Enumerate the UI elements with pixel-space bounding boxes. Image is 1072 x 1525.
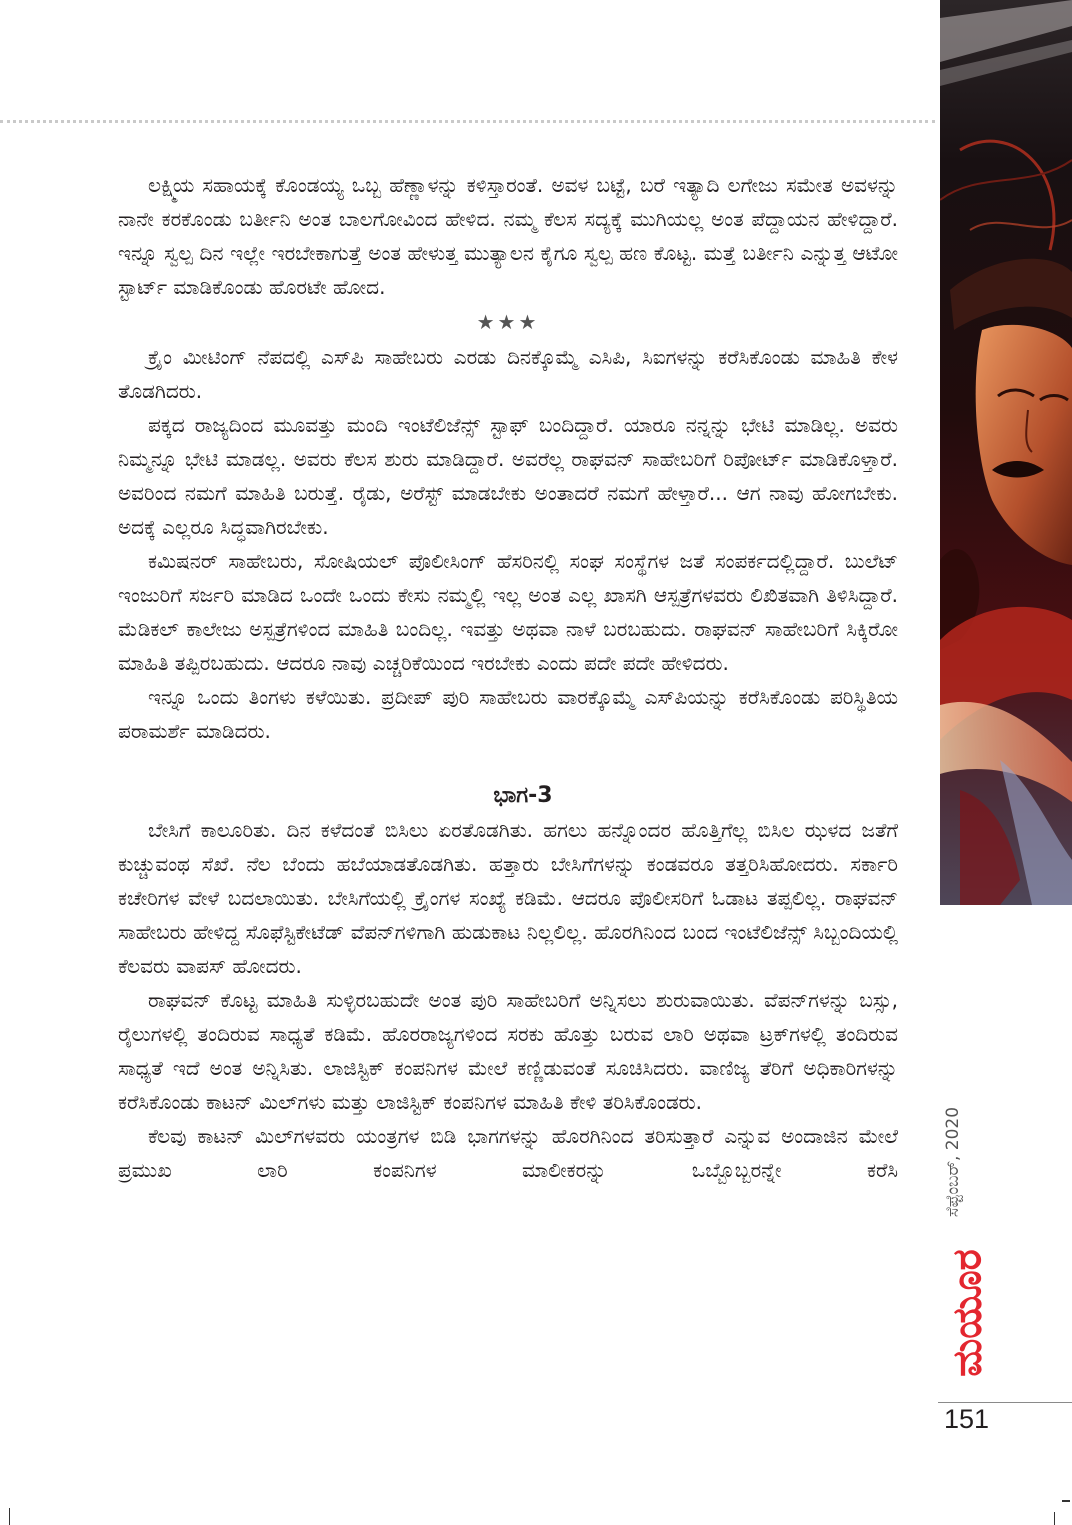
section-separator: ★★★ [476,310,540,334]
article-body [118,168,898,1392]
paragraph: ಪಕ್ಕದ ರಾಜ್ಯದಿಂದ ಮೂವತ್ತು ಮಂದಿ ಇಂಟೆಲಿಜೆನ್ಸ್ ಸ್ಟಾಫ್ ಬಂದಿದ್ದಾರೆ. ಯಾರೂ ನನ್ನನ್ನು ಭೇಟಿ ಮಾಡಿಲ್ಲ. ಅವರು ನಿಮ್ಮನ್ನೂ ಭೇಟಿ ಮಾಡಲ್ಲ. ಅವರು ಕೆಲಸ ಶುರು ಮಾಡಿದ್ದಾರೆ. ಅವರೆಲ್ಲ ರಾಘವನ್ ಸಾಹೇಬರಿಗೆ ರಿಪೋರ್ಟ್ ಮಾಡಿಕೊಳ್ತಾರೆ. ಅವರಿಂದ ನಮಗೆ ಮಾಹಿತಿ ಬರುತ್ತೆ. ರೈಡು, ಅರೆಸ್ಟ್ ಮಾಡಬೇಕು ಅಂತಾದರೆ ನಮಗೆ ಹೇಳ್ತಾರೆ... ಆಗ ನಾವು ಹೋಗಬೇಕು. ಅದಕ್ಕೆ ಎಲ್ಲರೂ ಸಿದ್ಧವಾಗಿರಬೇಕು. [118,413,898,539]
crop-mark [1062,1500,1070,1502]
part-heading: ಭಾಗ-3 [493,783,553,808]
paragraph: ಕೆಲವು ಕಾಟನ್ ಮಿಲ್‌ಗಳವರು ಯಂತ್ರಗಳ ಬಿಡಿ ಭಾಗಗಳನ್ನು ಹೊರಗಿನಿಂದ ತರಿಸುತ್ತಾರೆ ಎನ್ನುವ ಅಂದಾಜಿನ ಮೇಲೆ ಪ್ರಮುಖ ಲಾರಿ ಕಂಪನಿಗಳ ಮಾಲೀಕರನ್ನು ಒಬ್ಬೊಬ್ಬರನ್ನೇ ಕರೆಸಿ [118,1124,898,1182]
dotted-header-rule [0,120,935,123]
cover-artwork [940,0,1072,905]
paragraph: ಲಕ್ಷ್ಮಿಯ ಸಹಾಯಕ್ಕೆ ಕೊಂಡಯ್ಯ ಒಬ್ಬ ಹೆಣ್ಣಾಳನ್ನು ಕಳಿಸ್ತಾರಂತೆ. ಅವಳ ಬಟ್ಟೆ, ಬರೆ ಇತ್ಯಾದಿ ಲಗೇಜು ಸಮೇತ ಅವಳನ್ನು ನಾನೇ ಕರಕೊಂಡು ಬರ್ತೀನಿ ಅಂತ ಬಾಲಗೋವಿಂದ ಹೇಳಿದ. ನಮ್ಮ ಕೆಲಸ ಸದ್ಯಕ್ಕೆ ಮುಗಿಯಲ್ಲ ಅಂತ ಪೆದ್ದಾಯನ ಹೇಳಿದ್ದಾರೆ. ಇನ್ನೂ ಸ್ವಲ್ಪ ದಿನ ಇಲ್ಲೇ ಇರಬೇಕಾಗುತ್ತೆ ಅಂತ ಹೇಳುತ್ತ ಮುತ್ಯಾಲನ ಕೈಗೂ ಸ್ವಲ್ಪ ಹಣ ಕೊಟ್ಟ. ಮತ್ತೆ ಬರ್ತೀನಿ ಎನ್ನುತ್ತ ಆಟೋ ಸ್ಟಾರ್ಟ್ ಮಾಡಿಕೊಂಡು ಹೊರಟೇ ಹೋದ. [118,173,898,299]
crop-mark [1054,1512,1055,1525]
issue-date: ಸೆಪ್ಟೆಂಬರ್, 2020 [943,1106,963,1218]
magazine-logo: ಮಯೂರ [944,1249,991,1377]
paragraph: ಕಮಿಷನರ್ ಸಾಹೇಬರು, ಸೋಷಿಯಲ್ ಪೊಲೀಸಿಂಗ್ ಹೆಸರಿನಲ್ಲಿ ಸಂಘ ಸಂಸ್ಥೆಗಳ ಜತೆ ಸಂಪರ್ಕದಲ್ಲಿದ್ದಾರೆ. ಬುಲೆಟ್ ಇಂಜುರಿಗೆ ಸರ್ಜರಿ ಮಾಡಿದ ಒಂದೇ ಒಂದು ಕೇಸು ನಮ್ಮಲ್ಲಿ ಇಲ್ಲ ಅಂತ ಎಲ್ಲ ಖಾಸಗಿ ಆಸ್ಪತ್ರೆಗಳವರು ಲಿಖಿತವಾಗಿ ತಿಳಿಸಿದ್ದಾರೆ. ಮೆಡಿಕಲ್ ಕಾಲೇಜು ಅಸ್ಪತ್ರೆಗಳಿಂದ ಮಾಹಿತಿ ಬಂದಿಲ್ಲ. ಇವತ್ತು ಅಥವಾ ನಾಳೆ ಬರಬಹುದು. ರಾಘವನ್ ಸಾಹೇಬರಿಗೆ ಸಿಕ್ಕಿರೋ ಮಾಹಿತಿ ತಪ್ಪಿರಬಹುದು. ಆದರೂ ನಾವು ಎಚ್ಚರಿಕೆಯಿಂದ ಇರಬೇಕು ಎಂದು ಪದೇ ಪದೇ ಹೇಳಿದರು. [118,549,898,675]
page-number: 151 [944,1404,990,1434]
paragraph: ಇನ್ನೂ ಒಂದು ತಿಂಗಳು ಕಳೆಯಿತು. ಪ್ರದೀಪ್ ಪುರಿ ಸಾಹೇಬರು ವಾರಕ್ಕೊಮ್ಮೆ ಎಸ್‌ಪಿಯನ್ನು ಕರೆಸಿಕೊಂಡು ಪರಿಸ್ಥಿತಿಯ ಪರಾಮರ್ಶೆ ಮಾಡಿದರು. [118,685,898,743]
paragraph: ರಾಘವನ್ ಕೊಟ್ಟ ಮಾಹಿತಿ ಸುಳ್ಳಿರಬಹುದೇ ಅಂತ ಪುರಿ ಸಾಹೇಬರಿಗೆ ಅನ್ನಿಸಲು ಶುರುವಾಯಿತು. ವೆಪನ್‌ಗಳನ್ನು ಬಸ್ಸು, ರೈಲುಗಳಲ್ಲಿ ತಂದಿರುವ ಸಾಧ್ಯತೆ ಕಡಿಮೆ. ಹೊರರಾಜ್ಯಗಳಿಂದ ಸರಕು ಹೊತ್ತು ಬರುವ ಲಾರಿ ಅಥವಾ ಟ್ರಕ್‌ಗಳಲ್ಲಿ ತಂದಿರುವ ಸಾಧ್ಯತೆ ಇದೆ ಅಂತ ಅನ್ನಿಸಿತು. ಲಾಜಿಸ್ಟಿಕ್ ಕಂಪನಿಗಳ ಮೇಲೆ ಕಣ್ಣಿಡುವಂತೆ ಸೂಚಿಸಿದರು. ವಾಣಿಜ್ಯ ತೆರಿಗೆ ಅಧಿಕಾರಿಗಳನ್ನು ಕರೆಸಿಕೊಂಡು ಕಾಟನ್ ಮಿಲ್‌ಗಳು ಮತ್ತು ಲಾಜಿಸ್ಟಿಕ್ ಕಂಪನಿಗಳ ಮಾಹಿತಿ ಕೇಳಿ ತರಿಸಿಕೊಂಡರು. [118,988,898,1114]
paragraph: ಬೇಸಿಗೆ ಕಾಲೂರಿತು. ದಿನ ಕಳೆದಂತೆ ಬಿಸಿಲು ಏರತೊಡಗಿತು. ಹಗಲು ಹನ್ನೊಂದರ ಹೊತ್ತಿಗೆಲ್ಲ ಬಿಸಿಲ ಝಳದ ಜತೆಗೆ ಕುಚ್ಚುವಂಥ ಸೆಖೆ. ನೆಲ ಬೆಂದು ಹಬೆಯಾಡತೊಡಗಿತು. ಹತ್ತಾರು ಬೇಸಿಗೆಗಳನ್ನು ಕಂಡವರೂ ತತ್ತರಿಸಿಹೋದರು. ಸರ್ಕಾರಿ ಕಚೇರಿಗಳ ವೇಳೆ ಬದಲಾಯಿತು. ಬೇಸಿಗೆಯಲ್ಲಿ ಕ್ರೈಂಗಳ ಸಂಖ್ಯೆ ಕಡಿಮೆ. ಆದರೂ ಪೊಲೀಸರಿಗೆ ಓಡಾಟ ತಪ್ಪಲಿಲ್ಲ. ರಾಘವನ್ ಸಾಹೇಬರು ಹೇಳಿದ್ದ ಸೊಫೆಸ್ಟಿಕೇಟೆಡ್ ವೆಪನ್‌ಗಳಿಗಾಗಿ ಹುಡುಕಾಟ ನಿಲ್ಲಲಿಲ್ಲ. ಹೊರಗಿನಿಂದ ಬಂದ ಇಂಟೆಲಿಜೆನ್ಸ್ ಸಿಬ್ಬಂದಿಯಲ್ಲಿ ಕೆಲವರು ವಾಪಸ್ ಹೋದರು. [118,818,898,978]
crop-mark [9,1508,10,1525]
page-number-rule [938,1402,1072,1403]
paragraph: ಕ್ರೈಂ ಮೀಟಿಂಗ್ ನೆಪದಲ್ಲಿ ಎಸ್‌ಪಿ ಸಾಹೇಬರು ಎರಡು ದಿನಕ್ಕೊಮ್ಮೆ ಎಸಿಪಿ, ಸಿಐಗಳನ್ನು ಕರೆಸಿಕೊಂಡು ಮಾಹಿತಿ ಕೇಳ ತೊಡಗಿದರು. [118,345,898,403]
